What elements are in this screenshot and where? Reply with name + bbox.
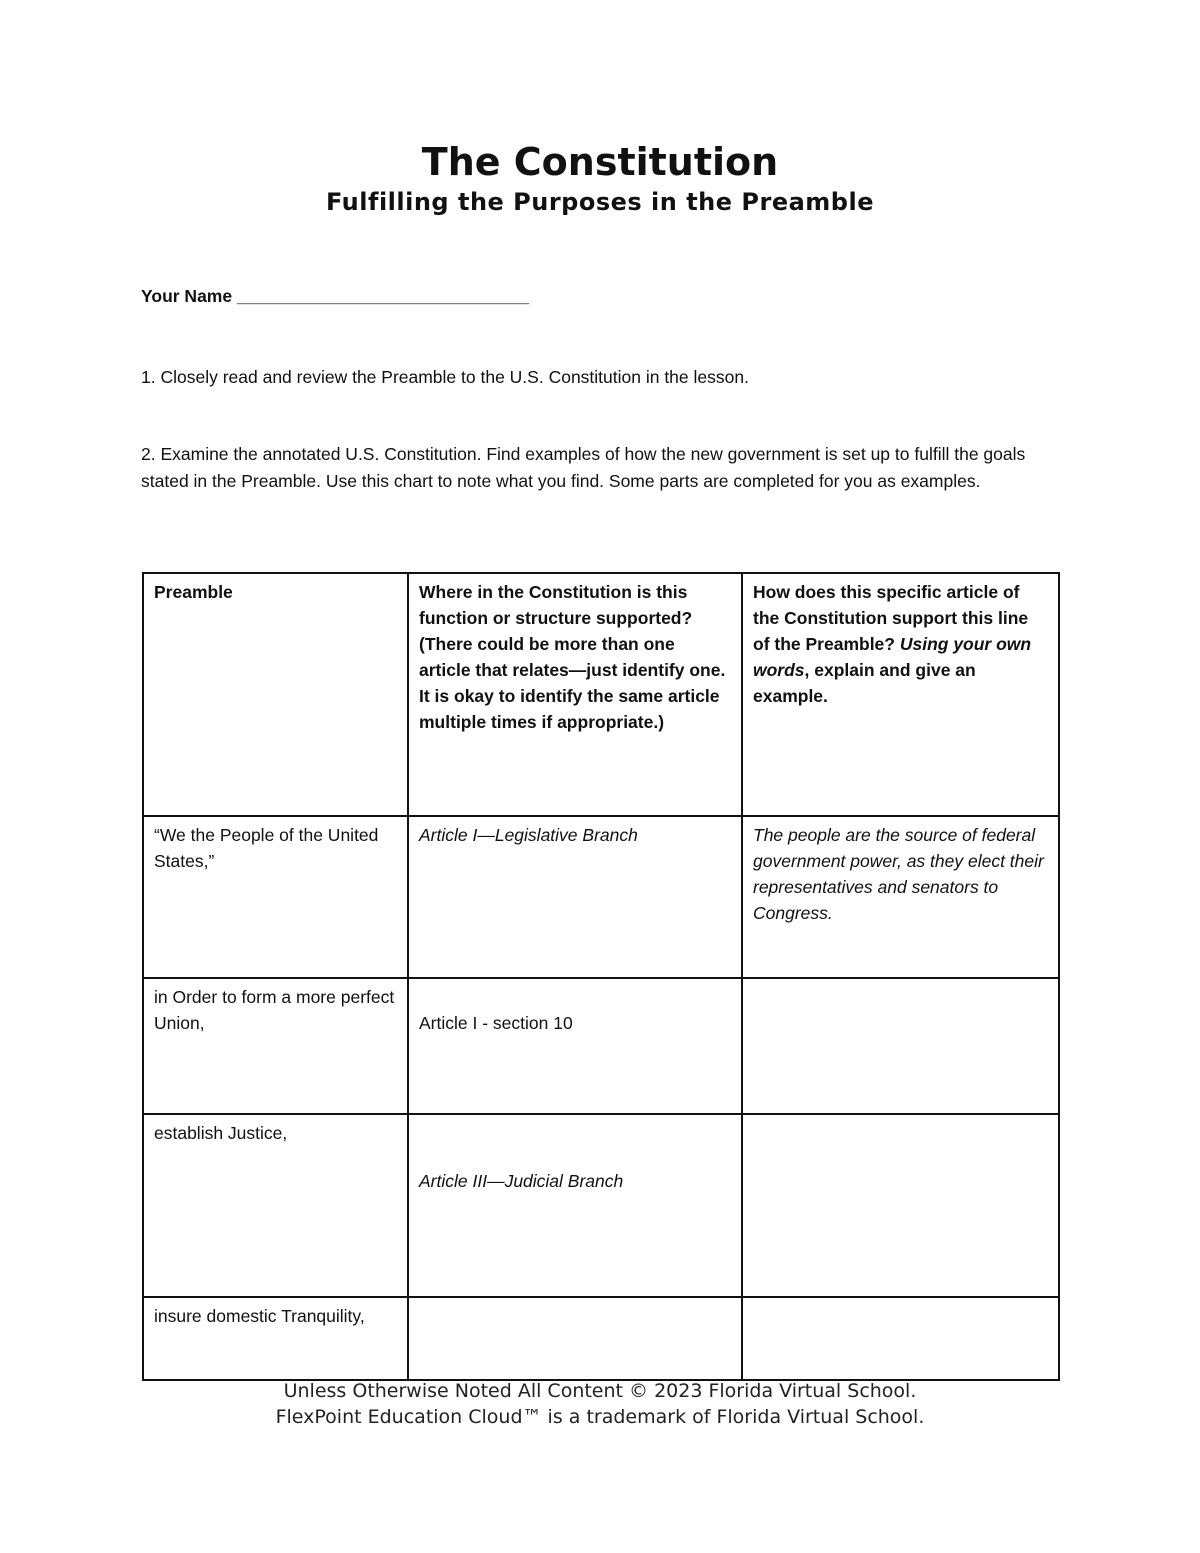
name-label: Your Name: [141, 286, 233, 306]
row-explanation-cell[interactable]: [742, 978, 1059, 1114]
table-row: [143, 978, 1059, 1114]
row-article-text: Article III—Judicial Branch: [419, 1171, 624, 1191]
preamble-chart: [142, 572, 1060, 1381]
instruction-step-1: 1. Closely read and review the Preamble to the U.S. Constitution in the lesson.: [141, 367, 749, 387]
table-row: [143, 1297, 1059, 1380]
row-preamble-cell: in Order to form a more perfect Union,: [143, 978, 408, 1114]
row-article-cell[interactable]: [408, 1297, 742, 1380]
header-how-supports: [742, 573, 1059, 816]
copyright-footer: [0, 1378, 1200, 1430]
row-article-cell[interactable]: Article I—Legislative Branch: [408, 816, 742, 978]
header-where-in-constitution: Where in the Constitution is this function or structure supported? (There could be more than one article that relates—just identify one. It is okay to identify the same article multiple times if appropriate.): [408, 573, 742, 816]
header-how-part1: How does this specific article of the Constitution support this line of the Preamble?: [753, 582, 1029, 654]
name-blank[interactable]: ______________________________: [236, 286, 529, 306]
row-article-text: Article I - section 10: [419, 1013, 573, 1033]
table-row: [143, 1114, 1059, 1297]
row-article-cell[interactable]: [408, 1114, 742, 1297]
header-preamble: Preamble: [143, 573, 408, 816]
page-subtitle: Fulfilling the Purposes in the Preamble: [325, 188, 874, 216]
row-explanation-cell[interactable]: [742, 1297, 1059, 1380]
row-article-cell[interactable]: [408, 978, 742, 1114]
header-how-part2: , explain and give an example.: [753, 660, 976, 706]
table-row: [143, 816, 1059, 978]
row-preamble-cell: establish Justice,: [143, 1114, 408, 1297]
row-explanation-cell[interactable]: [742, 1114, 1059, 1297]
footer-line-2: FlexPoint Education Cloud™ is a trademark of Florida Virtual School.: [275, 1406, 925, 1428]
footer-line-1: Unless Otherwise Noted All Content © 2023 Florida Virtual School.: [283, 1380, 917, 1402]
instruction-step-2: 2. Examine the annotated U.S. Constitution. Find examples of how the new government is set up to fulfill the goals stated in the Preamble. Use this chart to note what you find. Some parts are completed for you as examples.: [141, 444, 1026, 491]
header-how-italic: Using your own words: [753, 634, 1032, 680]
row-explanation-cell[interactable]: The people are the source of federal government power, as they elect their representatives and senators to Congress.: [742, 816, 1059, 978]
table-header-row: [143, 573, 1059, 816]
row-preamble-cell: insure domestic Tranquility,: [143, 1297, 408, 1380]
page-title: The Constitution: [421, 140, 779, 184]
row-preamble-cell: “We the People of the United States,”: [143, 816, 408, 978]
name-field[interactable]: [141, 283, 529, 310]
